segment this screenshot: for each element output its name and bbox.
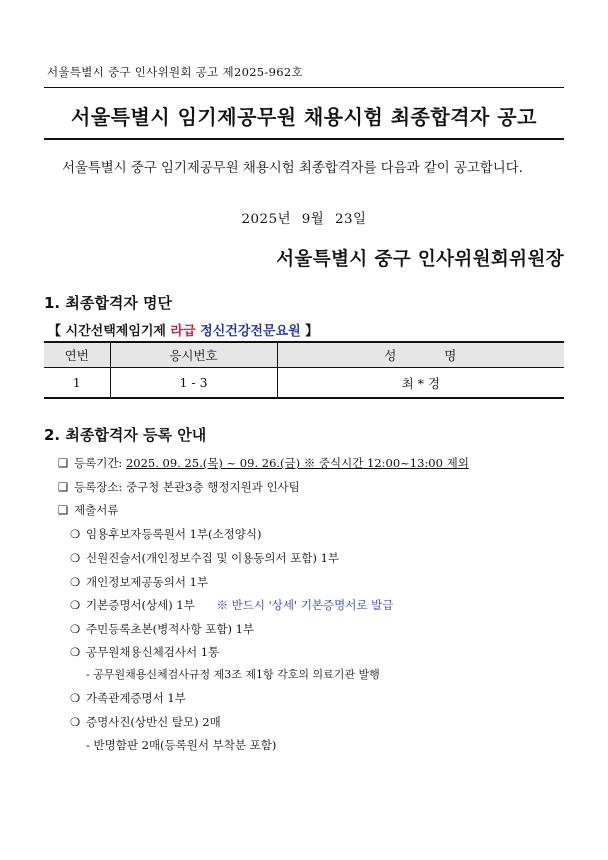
cell-exam-number: 1 - 3 xyxy=(110,368,277,399)
period-value: 2025. 09. 25.(목) ~ 09. 26.(금) ※ 중식시간 12:00~13:00 제외 xyxy=(125,456,469,470)
place-text: 등록장소: 중구청 본관3층 행정지원과 인사팀 xyxy=(74,480,300,494)
registration-place xyxy=(58,479,300,495)
passers-table xyxy=(44,341,564,399)
category-grade: 라급 xyxy=(170,324,196,339)
recruitment-category xyxy=(48,320,318,339)
circle-bullet-icon: ❍ xyxy=(70,691,81,705)
notice-number: 서울특별시 중구 인사위원회 공고 제2025-962호 xyxy=(47,65,303,79)
circle-bullet-icon: ❍ xyxy=(70,715,81,729)
document-text: 개인정보제공동의서 1부 xyxy=(86,575,209,589)
column-header-name: 성 명 xyxy=(277,342,564,368)
document-text: 기본증명서(상세) 1부 xyxy=(86,598,195,612)
documents-label: 제출서류 xyxy=(74,503,119,517)
notice-date: 2025년 9월 23일 xyxy=(241,212,367,227)
list-item xyxy=(70,597,393,613)
column-header-exam-number: 응시번호 xyxy=(110,342,277,368)
documents-heading xyxy=(58,502,118,518)
document-text: 증명사진(상반신 탈모) 2매 xyxy=(86,715,221,729)
circle-bullet-icon: ❍ xyxy=(70,598,81,612)
period-label: 등록기간: xyxy=(74,456,126,470)
list-item xyxy=(70,714,221,730)
document-subnote: - 반명함판 2매(등록원서 부착분 포함) xyxy=(86,738,277,752)
column-header-number: 연번 xyxy=(44,342,110,368)
section-heading-registration: 2. 최종합격자 등록 안내 xyxy=(44,426,207,444)
document-subnote: - 공무원채용신체검사규정 제3조 제1항 각호의 의료기관 발행 xyxy=(86,668,380,681)
table-header-row xyxy=(44,342,564,368)
document-text: 공무원채용신체검사서 1통 xyxy=(86,645,220,659)
circle-bullet-icon: ❍ xyxy=(70,575,81,589)
list-item xyxy=(70,550,339,566)
list-item xyxy=(70,621,254,637)
circle-bullet-icon: ❍ xyxy=(70,622,81,636)
checkbox-icon: ❑ xyxy=(58,456,69,470)
registration-period xyxy=(58,455,469,471)
circle-bullet-icon: ❍ xyxy=(70,527,81,541)
list-item xyxy=(70,690,186,706)
section-heading-passers: 1. 최종합격자 명단 xyxy=(44,294,173,312)
title-rule-bottom xyxy=(44,138,564,140)
list-item xyxy=(70,574,208,590)
document-note: ※ 반드시 '상세' 기본증명서로 발급 xyxy=(216,598,394,612)
document-text: 임용후보자등록원서 1부(소정양식) xyxy=(86,527,262,541)
issuer-name: 서울특별시 중구 인사위원회위원장 xyxy=(276,249,564,270)
page-title: 서울특별시 임기제공무원 채용시험 최종합격자 공고 xyxy=(71,105,537,129)
checkbox-icon: ❑ xyxy=(58,480,69,494)
table-row xyxy=(44,368,564,399)
category-field: 정신건강전문요원 xyxy=(195,324,301,339)
category-type: 시간선택제임기제 xyxy=(65,324,171,339)
checkbox-icon: ❑ xyxy=(58,503,69,517)
cell-name: 최 * 경 xyxy=(277,368,564,399)
circle-bullet-icon: ❍ xyxy=(70,645,81,659)
document-text: 가족관계증명서 1부 xyxy=(86,691,186,705)
intro-text: 서울특별시 중구 임기제공무원 채용시험 최종합격자를 다음과 같이 공고합니다. xyxy=(62,161,523,176)
document-text: 주민등록초본(병적사항 포함) 1부 xyxy=(86,622,255,636)
cell-number: 1 xyxy=(44,368,110,399)
bracket-open: 【 xyxy=(48,324,66,339)
list-item xyxy=(70,644,219,660)
bracket-close: 】 xyxy=(300,324,319,339)
circle-bullet-icon: ❍ xyxy=(70,551,81,565)
list-item xyxy=(70,526,261,542)
document-text: 신원진술서(개인정보수집 및 이용동의서 포함) 1부 xyxy=(86,551,340,565)
title-rule-top xyxy=(44,87,564,88)
